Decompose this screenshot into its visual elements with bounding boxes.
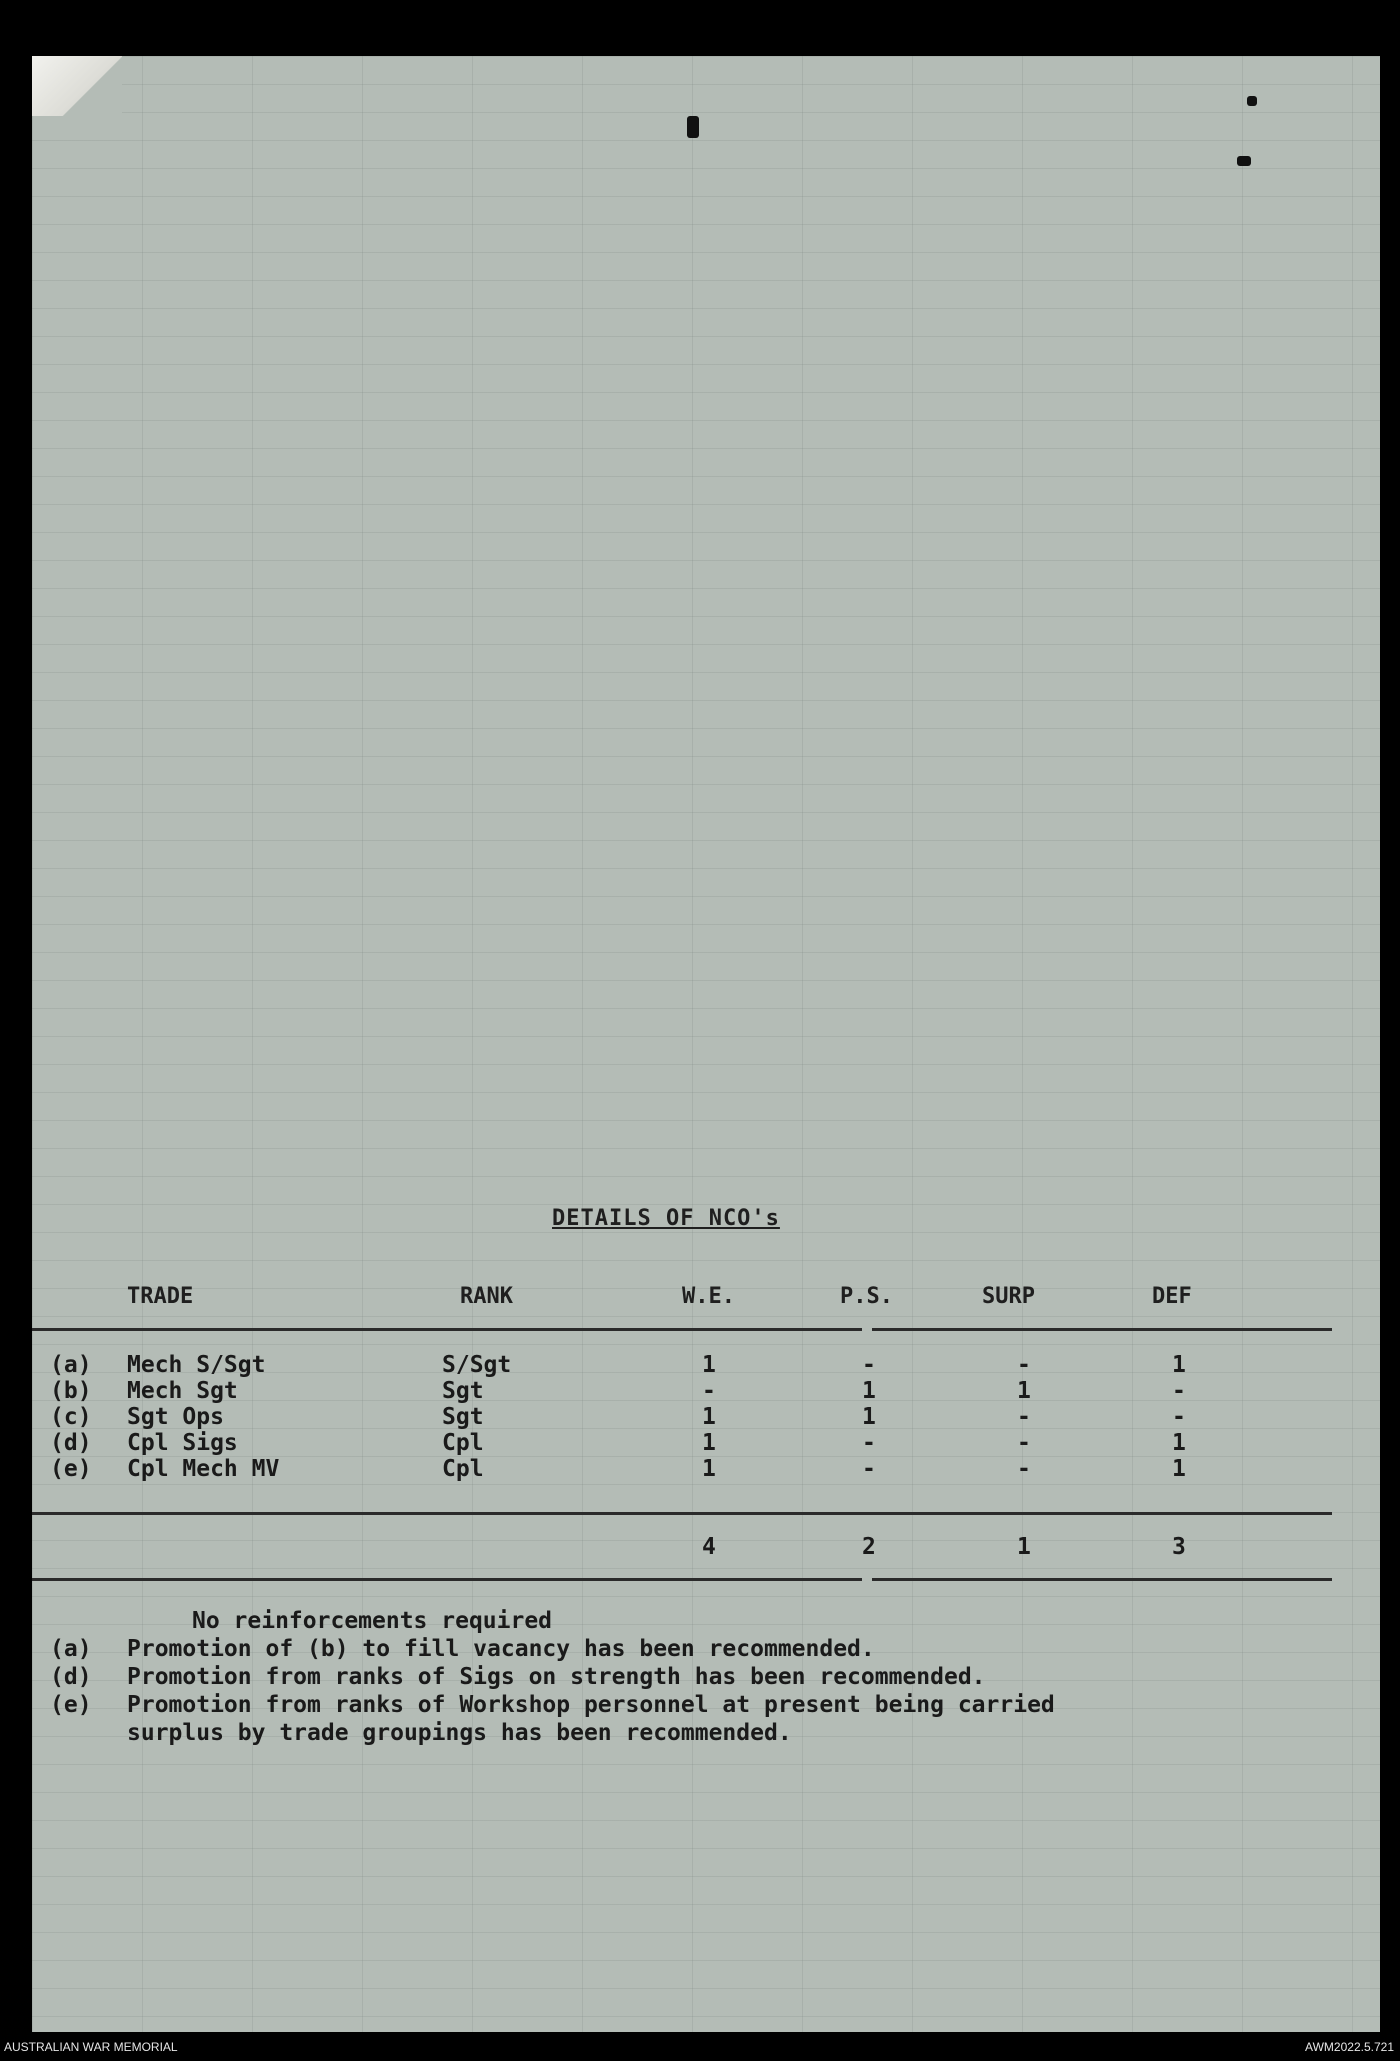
footer-right: AWM2022.5.721 (1305, 2040, 1394, 2054)
row-surp: - (1017, 1352, 1031, 1378)
column-header-def: DEF (1152, 1284, 1192, 1309)
row-ref: (c) (50, 1404, 92, 1430)
total-we: 4 (702, 1534, 716, 1560)
column-header-rank: RANK (460, 1284, 513, 1309)
row-rank: Cpl (442, 1456, 484, 1482)
row-we: 1 (702, 1430, 716, 1456)
total-surp: 1 (1017, 1534, 1031, 1560)
row-surp: - (1017, 1456, 1031, 1482)
row-surp: - (1017, 1430, 1031, 1456)
header-rule (872, 1328, 1332, 1331)
table-title: DETAILS OF NCO's (552, 1206, 780, 1231)
row-we: - (702, 1378, 716, 1404)
row-we: 1 (702, 1404, 716, 1430)
row-ref: (d) (50, 1430, 92, 1456)
row-trade: Mech Sgt (127, 1378, 238, 1404)
note-text: surplus by trade groupings has been recommended. (127, 1720, 792, 1746)
note-text: Promotion from ranks of Sigs on strength has been recommended. (127, 1664, 986, 1690)
column-header-ps: P.S. (840, 1284, 893, 1309)
row-trade: Sgt Ops (127, 1404, 224, 1430)
punch-hole (1237, 156, 1251, 166)
row-ps: - (862, 1430, 876, 1456)
note-text: Promotion of (b) to fill vacancy has been recommended. (127, 1636, 875, 1662)
row-trade: Cpl Sigs (127, 1430, 238, 1456)
note-text: Promotion from ranks of Workshop personnel at present being carried (127, 1692, 1055, 1718)
total-ps: 2 (862, 1534, 876, 1560)
row-we: 1 (702, 1352, 716, 1378)
row-def: - (1172, 1378, 1186, 1404)
row-ps: - (862, 1352, 876, 1378)
row-trade: Cpl Mech MV (127, 1456, 280, 1482)
bleed-through-heading (152, 186, 160, 216)
row-rank: Sgt (442, 1404, 484, 1430)
row-ref: (a) (50, 1352, 92, 1378)
row-rank: Sgt (442, 1378, 484, 1404)
row-def: 1 (1172, 1456, 1186, 1482)
row-surp: - (1017, 1404, 1031, 1430)
row-ps: 1 (862, 1378, 876, 1404)
footer-left: AUSTRALIAN WAR MEMORIAL (4, 2040, 178, 2054)
column-header-we: W.E. (682, 1284, 735, 1309)
row-def: 1 (1172, 1352, 1186, 1378)
row-rank: Cpl (442, 1430, 484, 1456)
row-surp: 1 (1017, 1378, 1031, 1404)
row-we: 1 (702, 1456, 716, 1482)
column-header-trade: TRADE (127, 1284, 194, 1309)
note-ref: (a) (50, 1636, 92, 1662)
punch-hole (1247, 96, 1257, 106)
bottom-rule (872, 1578, 1332, 1581)
note-ref: (d) (50, 1664, 92, 1690)
row-ref: (e) (50, 1456, 92, 1482)
row-def: 1 (1172, 1430, 1186, 1456)
folded-corner (32, 56, 122, 116)
header-rule (32, 1328, 862, 1331)
row-def: - (1172, 1404, 1186, 1430)
totals-rule (32, 1512, 1332, 1515)
row-ps: 1 (862, 1404, 876, 1430)
row-trade: Mech S/Sgt (127, 1352, 266, 1378)
row-ps: - (862, 1456, 876, 1482)
row-rank: S/Sgt (442, 1352, 512, 1378)
total-def: 3 (1172, 1534, 1186, 1560)
bottom-rule (32, 1578, 862, 1581)
document-sheet (32, 56, 1380, 2032)
row-ref: (b) (50, 1378, 92, 1404)
note-ref: (e) (50, 1692, 92, 1718)
column-header-surp: SURP (982, 1284, 1035, 1309)
punch-hole (687, 116, 699, 138)
notes-intro: No reinforcements required (192, 1608, 553, 1634)
